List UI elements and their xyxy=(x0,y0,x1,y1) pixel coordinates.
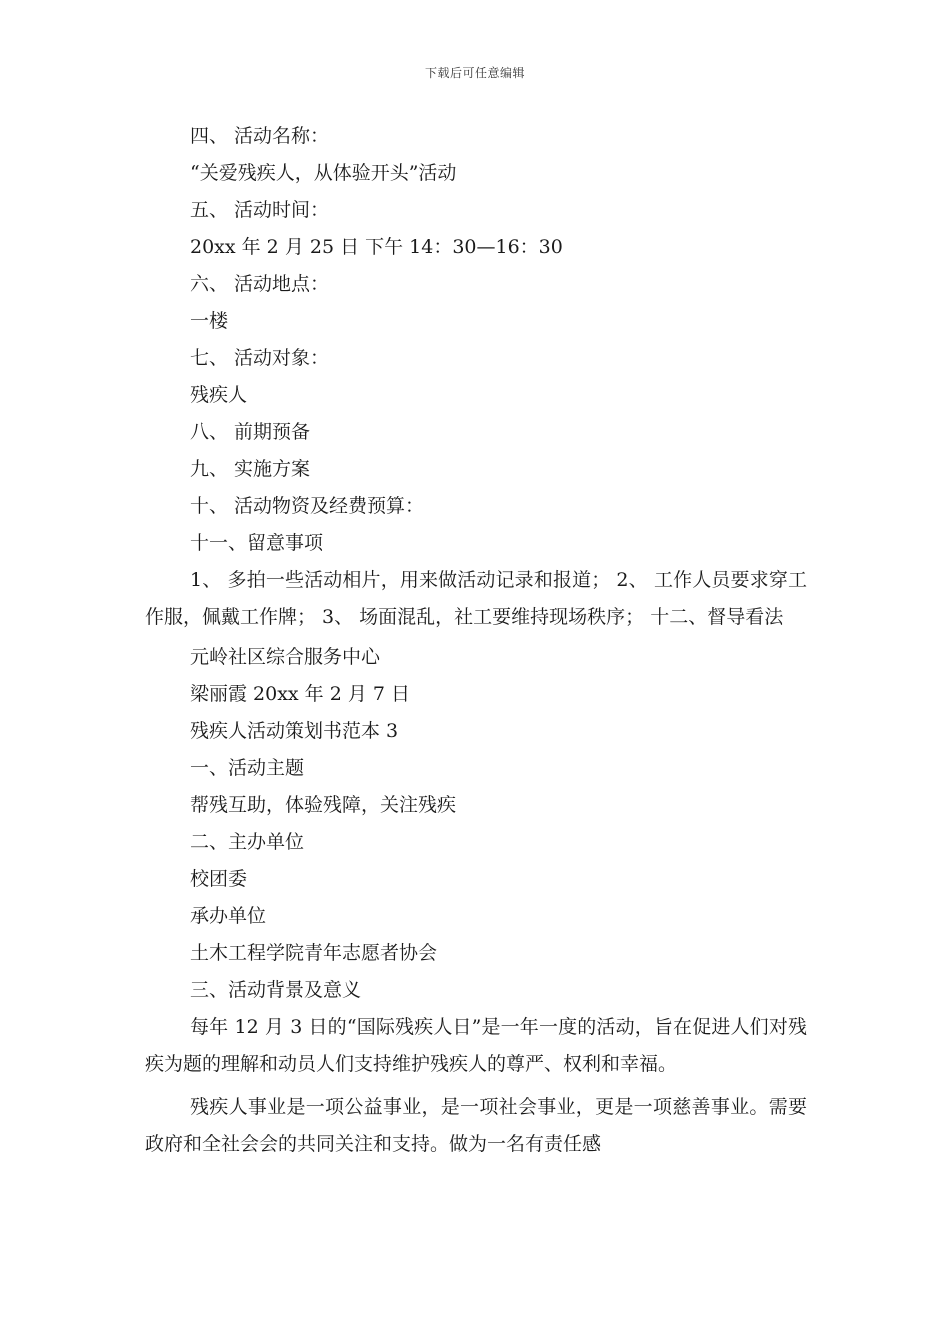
document-title: 残疾人活动策划书范本 3 xyxy=(190,720,399,742)
section-heading: 四、 活动名称： xyxy=(190,125,330,147)
section-heading: 二、主办单位 xyxy=(190,831,305,853)
text-line: 一楼 xyxy=(190,310,229,332)
background-paragraph: 每年 12 月 3 日的“国际残疾人日”是一年一度的活动，旨在促进人们对残疾为题的理解和动员人们支持维护残疾人的尊严、权利和幸福。 xyxy=(145,1016,807,1075)
text-line: 梁丽霞 20xx 年 2 月 7 日 xyxy=(190,683,411,705)
text-line: 校团委 xyxy=(190,868,248,890)
text-line: 帮残互助，体验残障，关注残疾 xyxy=(190,794,457,816)
section-heading: 六、 活动地点： xyxy=(190,273,330,295)
text-line: “关爱残疾人，从体验开头”活动 xyxy=(190,162,457,184)
document-body xyxy=(145,118,807,1163)
text-line: 20xx 年 2 月 25 日 下午 14：30—16：30 xyxy=(190,236,563,258)
section-heading: 十一、留意事项 xyxy=(190,532,324,554)
section-heading: 十、 活动物资及经费预算： xyxy=(190,495,425,517)
notes-paragraph: 1、 多拍一些活动相片，用来做活动记录和报道； 2、 工作人员要求穿工作服，佩戴工作牌； 3、 场面混乱，社工要维持现场秩序； 十二、督导看法 xyxy=(145,569,807,628)
text-line: 元岭社区综合服务中心 xyxy=(190,646,381,668)
significance-paragraph: 残疾人事业是一项公益事业，是一项社会事业，更是一项慈善事业。需要政府和全社会会的共同关注和支持。做为一名有责任感 xyxy=(145,1096,807,1155)
section-heading: 承办单位 xyxy=(190,905,267,927)
section-heading: 三、活动背景及意义 xyxy=(190,979,362,1001)
section-heading: 八、 前期预备 xyxy=(190,421,311,443)
text-line: 残疾人 xyxy=(190,384,248,406)
text-line: 土木工程学院青年志愿者协会 xyxy=(190,942,438,964)
section-heading: 九、 实施方案 xyxy=(190,458,311,480)
section-heading: 一、活动主题 xyxy=(190,757,305,779)
page-header: 下载后可任意编辑 xyxy=(424,66,525,80)
section-heading: 五、 活动时间： xyxy=(190,199,330,221)
section-heading: 七、 活动对象： xyxy=(190,347,330,369)
